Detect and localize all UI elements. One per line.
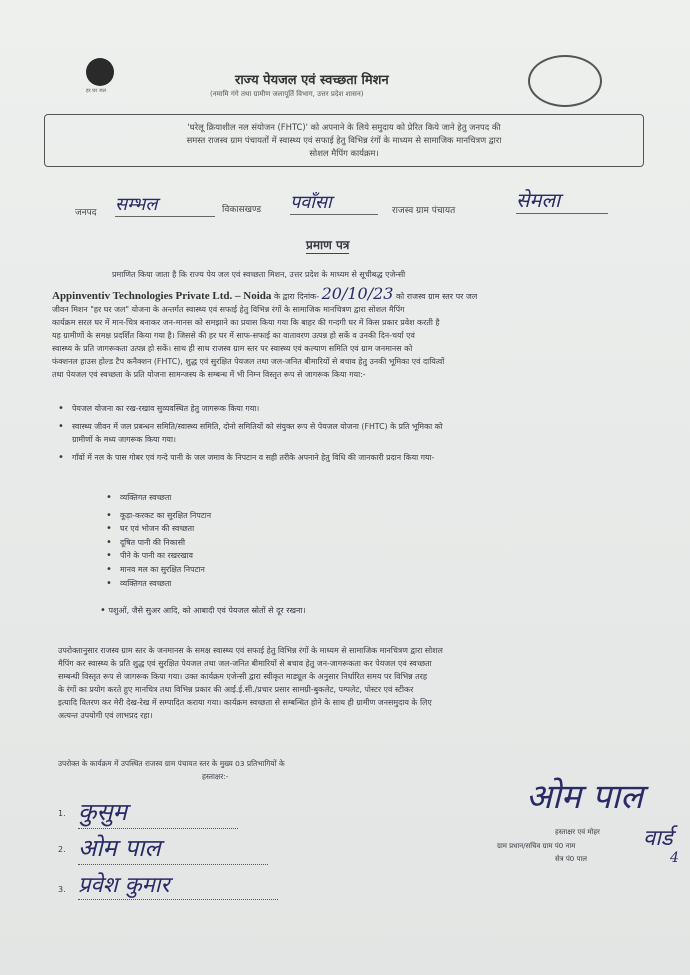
para2-body <box>58 644 654 723</box>
up-seal-icon <box>528 55 602 107</box>
participant-2: 2. ओम पाल <box>58 831 278 869</box>
district-value: सम्भल <box>115 192 215 217</box>
main-bullet: • गाँवों में नल के पास गोबर एवं गन्दे पानी के जल जमाव के निपटान व सही तरीके अपनाने हेतु विधि की जानकारी प्रदान किया गया- <box>58 451 653 465</box>
subject-line-1: 'घरेलू क्रियाशील नल संयोजन (FHTC)' को अपनाने के लिये समुदाय को प्रेरित किये जाने हेतु जनपद की <box>187 122 501 132</box>
para2-line: मैपिंग कर स्वास्थ्य के प्रति शुद्ध एवं सुरक्षित पेयजल तथा जल-जनित बीमारियों से बचाव हेतु जन-जागरूकता कर पेयजल एवं स्वच्छता <box>58 659 432 669</box>
para1-line: स्वास्थ्य के प्रति जागरूकता उत्पन्न हो सकें। साथ ही साथ राजस्व ग्राम स्तर पर स्वास्थ्य एवं कल्याण समिति एवं ग्राम जनमानस को <box>52 344 413 354</box>
subject-box <box>44 114 644 167</box>
panchayat-label: राजस्व ग्राम पंचायत <box>392 206 456 216</box>
ward-number: 4 <box>670 850 679 866</box>
para2-line: अत्यन्त उपयोगी एवं लाभप्रद रहा। <box>58 711 153 721</box>
sub-bullet: • मानव मल का सुरक्षित निपटान <box>106 563 406 577</box>
signature-note-2: हस्ताक्षर:- <box>202 772 229 781</box>
subject-line-3: सोशल मैपिंग कार्यक्रम। <box>309 148 379 158</box>
mission-title: राज्य पेयजल एवं स्वच्छता मिशन <box>235 73 389 88</box>
sub-bullet: • व्यक्तिगत स्वच्छता <box>106 491 406 505</box>
panchayat-value: सेमला <box>516 186 608 214</box>
certificate-title: प्रमाण पत्र <box>306 238 350 252</box>
sub-bullet: • पीने के पानी का रखरखाव <box>106 549 406 563</box>
pradhan-signature: ओम पाल <box>526 777 644 817</box>
para2-line: के रंगों का प्रयोग करते हुए मानचित्र तथा विभिन्न प्रकार की आई.ई.सी./प्रचार प्रसार सामग्री-बुकलेट, पम्पलेट, पोस्टर एवं स्टीकर <box>58 685 414 695</box>
sub-bullet: • कूड़ा-करकट का सुरक्षित निपटान <box>106 509 406 523</box>
para2-line: सम्बन्धी विस्तृत रूप से जागरूक किया गया। उक्त कार्यक्रम एजेन्सी द्वारा स्वीकृत माड्यूल के अनुसार निर्धारित समय पर विभिन्न तरह <box>58 672 428 682</box>
water-drop-icon <box>86 58 114 86</box>
pradhan-caption-1: हस्ताक्षर एवं मोहर <box>555 828 600 836</box>
sub-bullet: • व्यक्तिगत स्वच्छता <box>106 577 406 591</box>
main-bullet-continuation: ग्रामीणों के मध्य जागरूक किया गया। <box>72 435 176 445</box>
jal-logo <box>86 58 114 94</box>
para1-company-line <box>52 284 652 303</box>
sub-bullet-list <box>106 491 406 590</box>
date-suffix: को राजस्व ग्राम स्तर पर जल <box>396 292 478 301</box>
block-label: विकासखण्ड <box>222 205 262 215</box>
participant-signature: कुसुम <box>78 795 238 829</box>
participant-1: 1. कुसुम <box>58 795 278 831</box>
signature-note: उपरोक्त के कार्यक्रम में उपस्थित राजस्व ग्राम पंचायत स्तर के मुख्य 03 प्रतिभागियों के <box>58 759 285 768</box>
participant-3: 3. प्रवेश कुमार <box>58 869 278 907</box>
participant-signatures <box>58 795 278 907</box>
main-bullet: • स्वास्थ्य जीवन में जल प्रबन्धन समिति/स्वास्थ्य समिति, दोनो समितियों को संयुक्त रूप से पेयजल योजना (FHTC) के प्रति भूमिका को <box>58 420 653 434</box>
para1-line: जीवन मिशन "हर घर जल" योजना के अन्तर्गत स्वास्थ्य एवं सफाई हेतु विभिन्न रंगों के सामाजिक मानचित्रण द्वारा सोशल मैपिंग <box>52 305 405 314</box>
participant-signature: प्रवेश कुमार <box>78 869 278 900</box>
pradhan-caption-2: ग्राम प्रधान/सचिव ग्राम पं0 नाम <box>497 842 576 850</box>
last-sub-bullet: • पशुओं, जैसे सुअर आदि, को आबादी एवं पेयजल स्रोतों से दूर रखना। <box>100 605 306 616</box>
ward-label: वार्ड <box>643 826 673 851</box>
subject-line-2: समस्त राजस्व ग्राम पंचायतों में स्वास्थ्य एवं सफाई हेतु विभिन्न रंगों के माध्यम से सामाजिक मानचित्रण द्वारा <box>186 135 502 145</box>
mission-subtitle: (नमामि गंगे तथा ग्रामीण जलापूर्ति विभाग, उत्तर प्रदेश शासन) <box>210 90 364 98</box>
district-label: जनपद <box>75 208 97 218</box>
para2-line: उपरोक्तानुसार राजस्व ग्राम स्तर के जनमानस के समक्ष स्वास्थ्य एवं सफाई हेतु विभिन्न रंगों के माध्यम से सामाजिक मानचित्रण द्वारा सोशल <box>58 646 443 655</box>
para1-line: यह ग्रामीणों के समक्ष प्रदर्शित किया गया है। जिससे की हर घर में साफ-सफाई का वातावरण उत्पन्न हो सकें व उनकी दिन-चर्या एवं <box>52 331 415 341</box>
sub-bullet: • दूषित पानी की निकासी <box>106 536 406 550</box>
agency-name: Appinventiv Technologies Private Ltd. – Noida <box>52 290 272 302</box>
para1-line: कार्यक्रम सरल घर में मान-चित्र बनाकर जन-मानस को समझाने का प्रयास किया गया कि बाहर की गन्दगी घर में किस प्रकार प्रवेश करती है <box>52 318 440 328</box>
para2-line: इत्यादि वितरण कर मेरी देख-रेख में सम्पादित कराया गया। कार्यक्रम स्वच्छता से सम्बन्धित होने के साथ ही ग्रामीण जनसमुदाय के लिए <box>58 698 432 708</box>
para1-start: प्रमाणित किया जाता है कि राज्य पेय जल एवं स्वच्छता मिशन, उत्तर प्रदेश के माध्यम से सूचीबद्ध एजेन्सी <box>112 270 406 279</box>
program-date: 20/10/23 <box>321 284 394 303</box>
para1-line: फंक्शनल हाउस होल्ड टैप कनैक्शन (FHTC), शुद्ध एवं सुरक्षित पेयजल तथा जल-जनित बीमारियों से बचाव हेतु उनकी भूमिका एवं दायित्वों <box>52 357 445 367</box>
date-prefix: के द्वारा दिनांक- <box>273 292 320 301</box>
block-value: पवाँसा <box>290 190 378 215</box>
para1-body <box>52 303 652 382</box>
main-bullet-list <box>58 402 653 464</box>
para1-line: तथा पेयजल एवं स्वच्छता के प्रति योजना सामन्जस्य के सम्बन्ध में भी निम्न विस्तृत रूप से जागरूक किया गया:- <box>52 370 366 380</box>
participant-signature: ओम पाल <box>78 831 268 865</box>
left-logo-caption: हर घर जल <box>86 88 106 94</box>
main-bullet: • पेयजल योजना का रख-रखाव सुव्यवस्थित हेतु जागरूक किया गया। <box>58 402 653 416</box>
sub-bullet: • घर एवं भोजन की स्वच्छता <box>106 522 406 536</box>
pradhan-caption-3: सेत्र पं0 पाल <box>555 855 588 863</box>
